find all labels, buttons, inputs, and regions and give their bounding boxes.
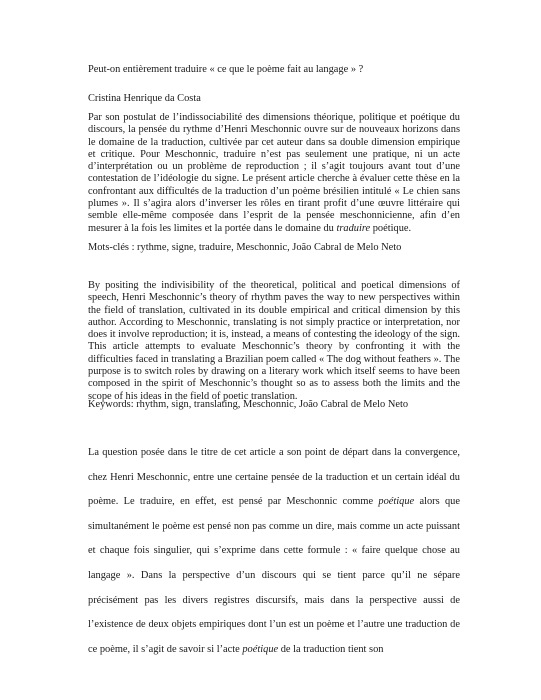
- body-emphasis-1: poétique: [378, 496, 415, 508]
- keywords-fr: Mots-clés : rythme, signe, traduire, Meschonnic, João Cabral de Melo Neto: [88, 242, 402, 253]
- article-title: Peut-on entièrement traduire « ce que le poème fait au langage » ?: [88, 64, 364, 75]
- keywords-en: Keywords: rhythm, sign, translating, Meschonnic, João Cabral de Melo Neto: [88, 399, 409, 410]
- body-emphasis-2: poétique: [242, 643, 279, 655]
- body-text-2: alors que simultanément le poème est pensé non pas comme un dire, mais comme un acte puissant et chaque fois singulier, qui s’exprime dans cette formule : « faire quelque chose au langage ». Dans la perspective d’un discours qui se tient parce qu’il ne sépare précisément pas les divers registres discursifs, mais dans la perspective aussi de l’existence de deux objets empiriques dont l’un est un poème et l’autre une traduction de ce poème, il s’agit de savoir si l’acte: [88, 496, 460, 655]
- abstract-en: By positing the indivisibility of the theoretical, political and poetical dimensions of speech, Henri Meschonnic’s theory of rhythm paves the way to new perspectives within the field of translation, cultivated in its double empirical and critical dimension by this author. According to Meschonnic, translating is not simply practice or interpretation, nor does it involve reproduction; it is, instead, a means of contesting the ideology of the sign. This article attempts to evaluate Meschonnic’s theory by confronting it with the difficulties faced in translating a Brazilian poem called « The dog without feathers ». The purpose is to switch roles by drawing on a literary work which itself seems to have been composed in the spirit of Meschonnic’s thought so as to assess both the limits and the scope of his ideas in the field of poetic translation.: [88, 280, 460, 402]
- body-text-3: de la traduction tient son: [278, 643, 384, 655]
- abstract-fr: [88, 112, 460, 235]
- abstract-fr-text: Par son postulat de l’indissociabilité des dimensions théorique, politique et poétique du discours, la pensée du rythme d’Henri Meschonnic ouvre sur de nouveaux horizons dans le domaine de la traduction, cultivée par cet auteur dans sa double dimension empirique et critique. Pour Meschonnic, traduire n’est pas seulement une pratique, ni un acte d’interprétation ou un problème de reproduction ; il s’agit toujours avant tout d’une contestation de l’idéologie du signe. Le présent article cherche à évaluer cette thèse en la confrontant aux difficultés de la traduction d’un poème brésilien intitulé « Le chien sans plumes ». Il s’agira alors d’inverser les rôles en tirant profit d’une œuvre littéraire qui semble elle-même composée dans l’esprit de la pensée meschonnicienne, afin d’en mesurer à la fois les limites et la portée dans le domaine du: [88, 112, 460, 234]
- author-name: Cristina Henrique da Costa: [88, 93, 201, 104]
- abstract-fr-emphasis: traduire: [336, 222, 371, 234]
- abstract-fr-end: poétique.: [370, 222, 412, 234]
- body-paragraph: [88, 441, 460, 662]
- body-text-1: La question posée dans le titre de cet article a son point de départ dans la convergence, chez Henri Meschonnic, entre une certaine pensée de la traduction et un certain idéal du poème. Le traduire, en effet, est pensé par Meschonnic comme: [88, 447, 460, 508]
